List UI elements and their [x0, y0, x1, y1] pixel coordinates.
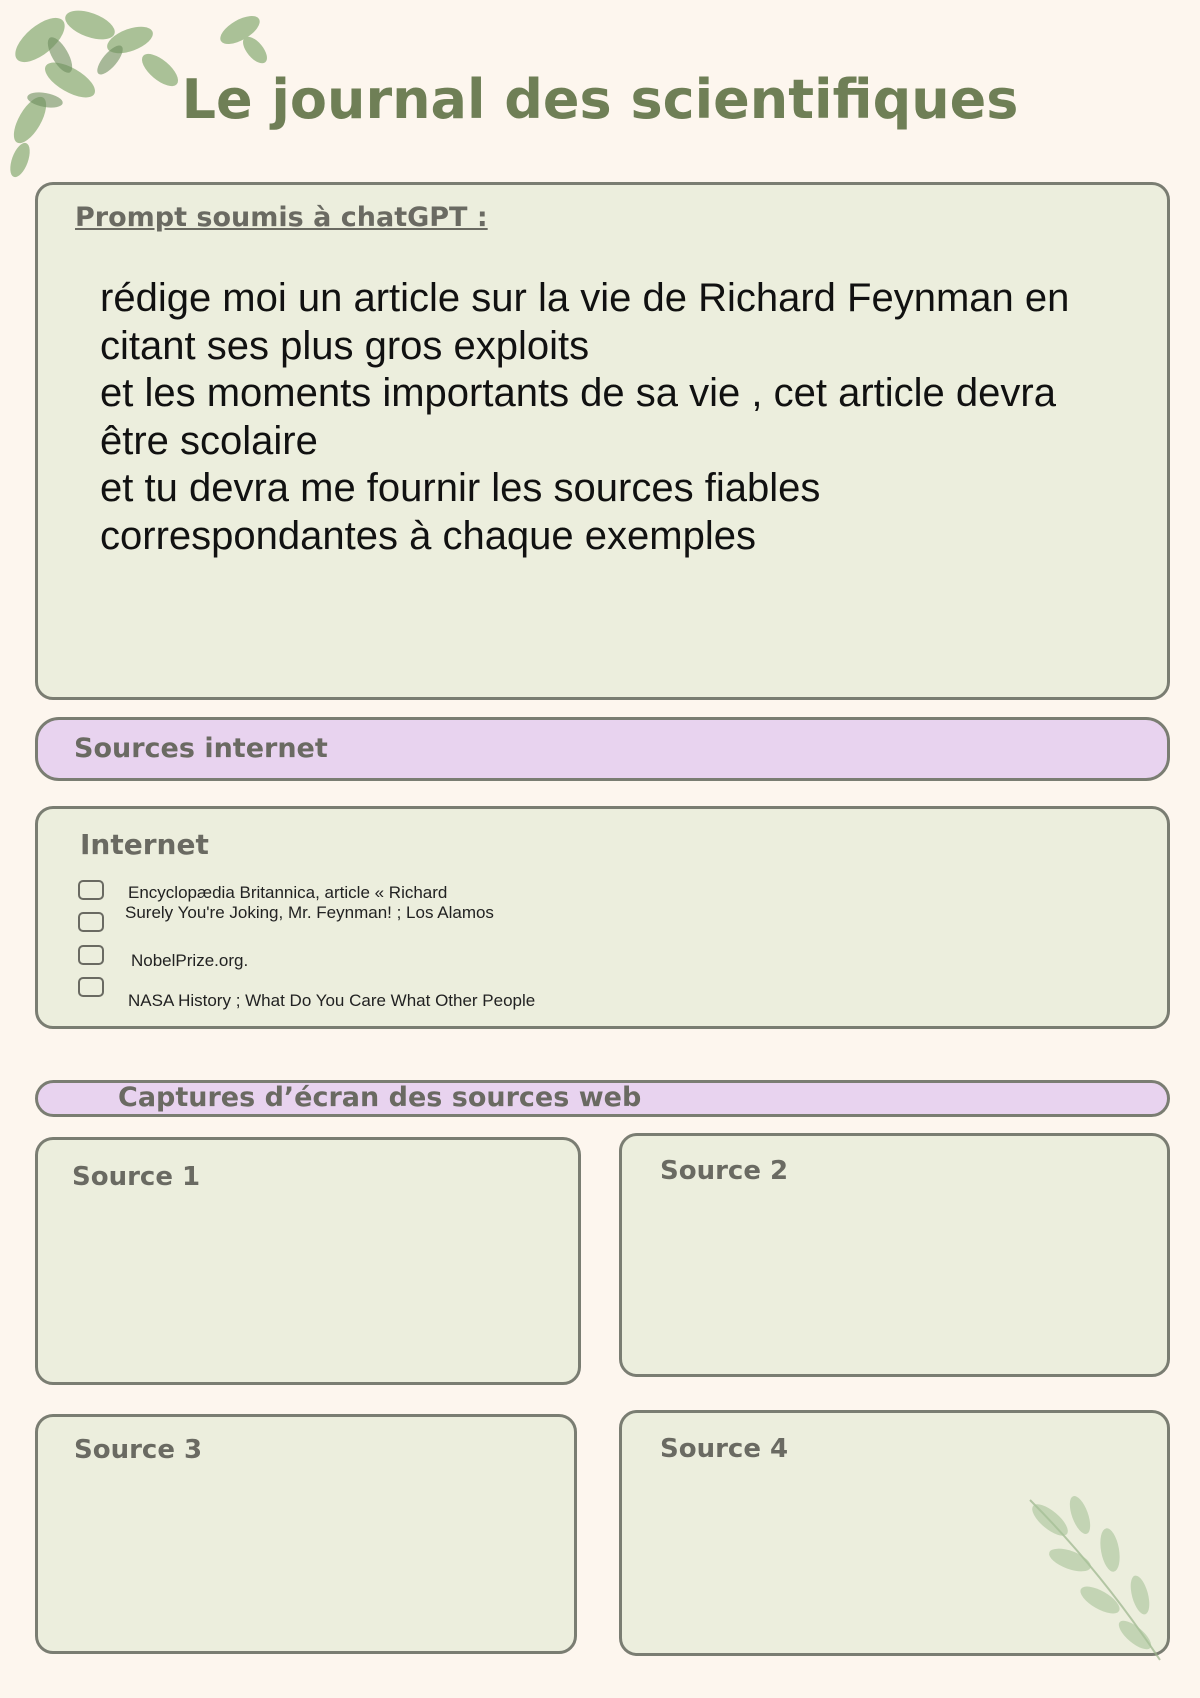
source-3-label: Source 3: [74, 1435, 203, 1465]
sources-internet-label: Sources internet: [74, 733, 328, 764]
list-item: Encyclopædia Britannica, article « Richard: [128, 883, 448, 902]
internet-label: Internet: [80, 828, 209, 861]
checkbox-icon[interactable]: [78, 912, 104, 932]
source-2-label: Source 2: [660, 1156, 789, 1186]
list-item: NobelPrize.org.: [131, 951, 249, 970]
prompt-label: Prompt soumis à chatGPT :: [75, 202, 488, 233]
checkbox-icon[interactable]: [78, 880, 104, 900]
prompt-text: rédige moi un article sur la vie de Richard Feynman en citant ses plus gros exploits et les moments importants de sa vie , cet article devra être scolaire et tu devra me fournir les sources fiables correspondantes à chaque exemples: [100, 276, 1070, 558]
source-1-label: Source 1: [72, 1162, 201, 1192]
list-item: NASA History ; What Do You Care What Other People: [128, 991, 536, 1010]
page-title: Le journal des scientifiques: [181, 68, 1019, 131]
list-item: Surely You're Joking, Mr. Feynman! ; Los Alamos: [125, 903, 494, 922]
leaves-decoration-icon: [1010, 1480, 1200, 1670]
source-4-label: Source 4: [660, 1434, 789, 1464]
captures-label: Captures d’écran des sources web: [118, 1082, 642, 1113]
checkbox-icon[interactable]: [78, 945, 104, 965]
checkbox-icon[interactable]: [78, 977, 104, 997]
